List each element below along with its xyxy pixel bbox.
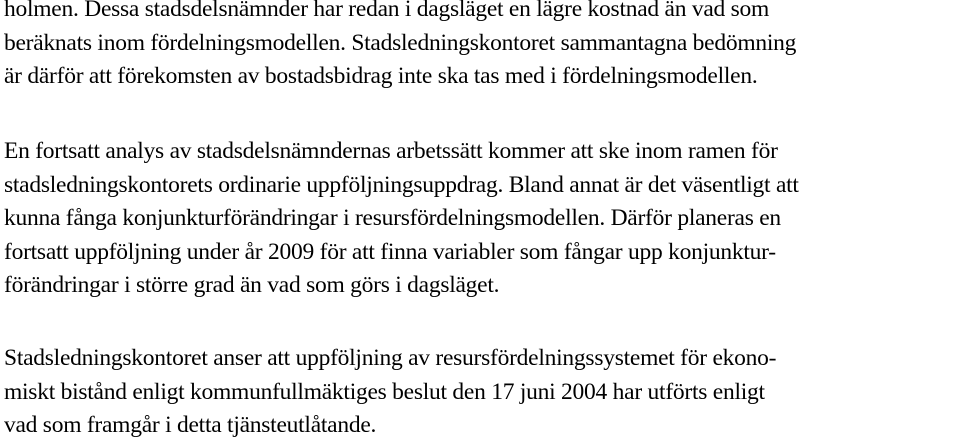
paragraph-slutsats: [4, 342, 776, 443]
text-line: vad som framgår i detta tjänsteutlåtande.: [4, 412, 377, 438]
text-line: En fortsatt analys av stadsdelsnämndernas arbetssätt kommer att ske inom ramen för: [4, 138, 778, 164]
text-line: holmen. Dessa stadsdelsnämnder har redan i dagsläget en lägre kostnad än vad som: [4, 0, 770, 22]
text-line: miskt bistånd enligt kommunfullmäktiges beslut den 17 juni 2004 har utförts enligt: [4, 378, 765, 405]
text-line: stadsledningskontorets ordinarie uppföljningsuppdrag. Bland annat är det väsentligt att: [4, 171, 799, 198]
paragraph-bostadsbidrag: [4, 0, 796, 94]
text-line: kunna fånga konjunkturförändringar i resursfördelningsmodellen. Därför planeras en: [4, 205, 781, 231]
text-line: förändringar i större grad än vad som görs i dagsläget.: [4, 272, 500, 298]
text-line: fortsatt uppföljning under år 2009 för att finna variabler som fångar upp konjunktur-: [4, 238, 776, 265]
text-line: Stadsledningskontoret anser att uppföljning av resursfördelningssystemet för ekono-: [4, 345, 777, 371]
paragraph-fortsatt-analys: [4, 135, 799, 303]
text-line: beräknats inom fördelningsmodellen. Stadsledningskontoret sammantagna bedömning: [4, 29, 797, 56]
text-line: är därför att förekomsten av bostadsbidrag inte ska tas med i fördelningsmodellen.: [4, 63, 758, 89]
